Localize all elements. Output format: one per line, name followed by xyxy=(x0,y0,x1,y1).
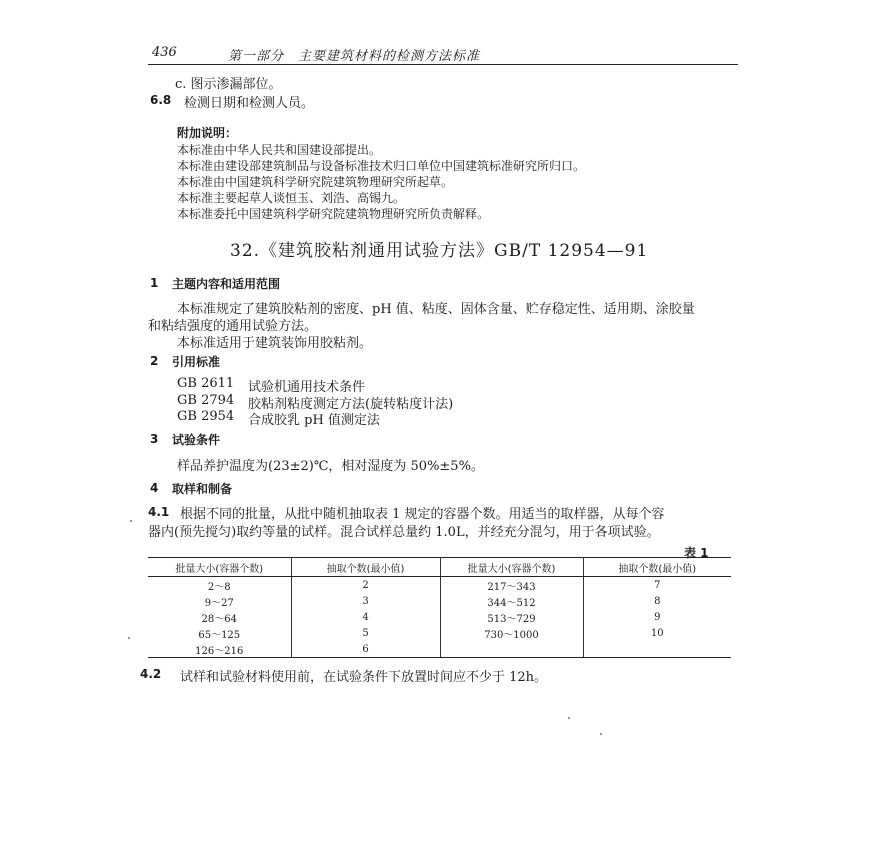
paragraph: 样品养护温度为(23±2)℃，相对湿度为 50%±5%。 xyxy=(177,459,484,474)
notes-line: 本标准由中华人民共和国建设部提出。 xyxy=(177,143,382,157)
table-header-row xyxy=(148,558,731,577)
item-c: c. 图示渗漏部位。 xyxy=(175,77,282,92)
table-cell: 7 xyxy=(583,577,731,594)
table-row xyxy=(148,609,731,625)
table-row xyxy=(148,641,731,658)
table-cell: 5 xyxy=(291,625,440,641)
table-row xyxy=(148,577,731,594)
table-cell: 344～512 xyxy=(440,593,583,609)
reference-code: GB 2954 xyxy=(177,409,235,424)
scan-speck xyxy=(130,520,132,522)
scan-speck xyxy=(568,717,570,719)
table-cell: 8 xyxy=(583,593,731,609)
clause-number: 4.2 xyxy=(140,667,162,681)
column-header: 批量大小(容器个数) xyxy=(148,558,291,577)
table-cell: 513～729 xyxy=(440,609,583,625)
reference-title: 胶粘剂粘度测定方法(旋转粘度计法) xyxy=(248,397,454,412)
table-cell: 2 xyxy=(291,577,440,594)
notes-heading: 附加说明： xyxy=(177,126,238,140)
notes-line: 本标准由中国建筑科学研究院建筑物理研究所起草。 xyxy=(177,175,454,189)
table-cell xyxy=(583,641,731,658)
notes-line: 本标准由建设部建筑制品与设备标准技术归口单位中国建筑标准研究所归口。 xyxy=(177,159,586,173)
page-number: 436 xyxy=(152,45,177,60)
table-cell: 10 xyxy=(583,625,731,641)
paragraph: 器内(预先搅匀)取约等量的试样。混合试样总量约 1.0L，并经充分混匀，用于各项试验。 xyxy=(148,525,660,540)
table-cell: 6 xyxy=(291,641,440,658)
table-cell: 730～1000 xyxy=(440,625,583,641)
clause-number: 6.8 xyxy=(150,93,172,107)
table-cell: 4 xyxy=(291,609,440,625)
notes-line: 本标准委托中国建筑科学研究院建筑物理研究所负责解释。 xyxy=(177,207,490,221)
section-number: 2 xyxy=(150,354,159,368)
paragraph: 本标准适用于建筑装饰用胶粘剂。 xyxy=(177,336,373,351)
paragraph: 本标准规定了建筑胶粘剂的密度、pH 值、粘度、固体含量、贮存稳定性、适用期、涂胶量 xyxy=(177,302,695,317)
table-cell: 28～64 xyxy=(148,609,291,625)
table-row xyxy=(148,593,731,609)
table-cell: 9 xyxy=(583,609,731,625)
table-cell: 9～27 xyxy=(148,593,291,609)
paragraph: 和粘结强度的通用试验方法。 xyxy=(148,319,318,334)
header-rule xyxy=(148,64,738,65)
reference-title: 试验机通用技术条件 xyxy=(248,380,366,395)
running-header: 第一部分 主要建筑材料的检测方法标准 xyxy=(228,49,481,64)
section-heading: 试验条件 xyxy=(172,433,221,447)
reference-code: GB 2611 xyxy=(177,376,235,391)
clause-text: 检测日期和检测人员。 xyxy=(184,96,315,111)
section-heading: 取样和制备 xyxy=(172,482,233,496)
column-header: 抽取个数(最小值) xyxy=(583,558,731,577)
section-number: 1 xyxy=(150,276,159,290)
section-heading: 主题内容和适用范围 xyxy=(172,277,281,291)
reference-title: 合成胶乳 pH 值测定法 xyxy=(248,413,380,428)
table-cell: 3 xyxy=(291,593,440,609)
scan-speck xyxy=(600,733,602,735)
table-cell: 217～343 xyxy=(440,577,583,594)
sample-size-table xyxy=(148,557,731,658)
scan-speck xyxy=(128,637,130,639)
section-number: 3 xyxy=(150,432,159,446)
notes-line: 本标准主要起草人谈恒玉、刘浩、高锡九。 xyxy=(177,191,406,205)
column-header: 批量大小(容器个数) xyxy=(440,558,583,577)
table-cell xyxy=(440,641,583,658)
table-cell: 2～8 xyxy=(148,577,291,594)
section-number: 4 xyxy=(150,481,159,495)
paragraph: 试样和试验材料使用前，在试验条件下放置时间应不少于 12h。 xyxy=(180,670,548,685)
table-label: 表 1 xyxy=(684,546,709,560)
table-row xyxy=(148,625,731,641)
section-heading: 引用标准 xyxy=(172,355,221,369)
paragraph: 根据不同的批量，从批中随机抽取表 1 规定的容器个数。用适当的取样器，从每个容 xyxy=(180,507,665,522)
table-cell: 65～125 xyxy=(148,625,291,641)
reference-code: GB 2794 xyxy=(177,393,235,408)
column-header: 抽取个数(最小值) xyxy=(291,558,440,577)
standard-title: 32.《建筑胶粘剂通用试验方法》GB/T 12954—91 xyxy=(230,241,649,261)
table-cell: 126～216 xyxy=(148,641,291,658)
clause-number: 4.1 xyxy=(148,505,170,519)
